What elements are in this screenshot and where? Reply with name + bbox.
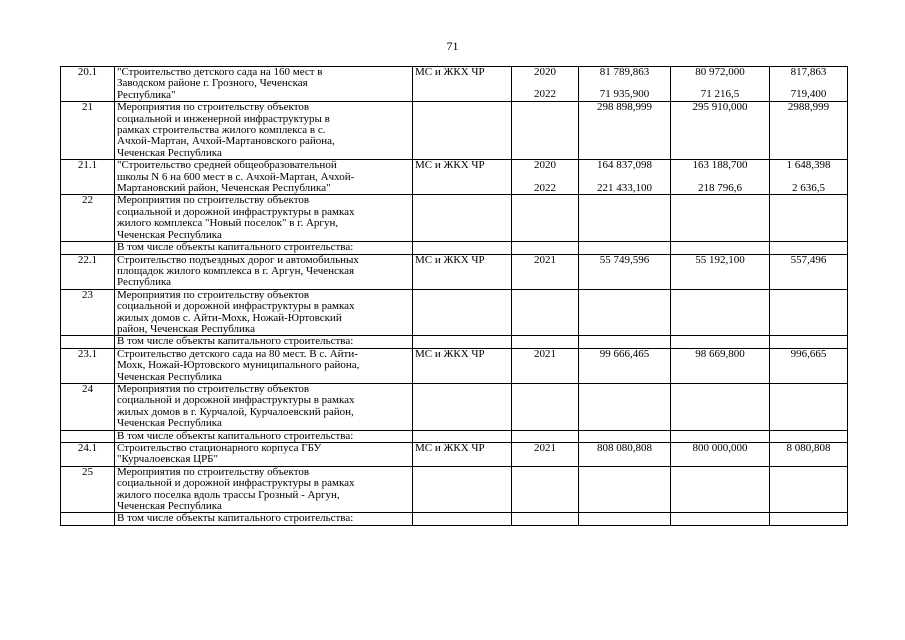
table-row [61, 430, 848, 442]
cell-text: 21.1 [77, 159, 98, 172]
row-name [115, 336, 413, 348]
cell-text: "Строительство средней общеобразовательной [117, 159, 337, 172]
row-year [512, 195, 579, 242]
table-row [61, 383, 848, 430]
row-value-total [579, 443, 671, 467]
row-executor [413, 443, 512, 467]
cell-text: МС и ЖКХ ЧР [415, 348, 485, 360]
cell-text: Республика" [117, 88, 176, 101]
cell-text: Мохк, Ножай-Юртовского муниципального района, [117, 359, 360, 372]
cell-text: 817,863 [790, 66, 827, 78]
cell-text: МС и ЖКХ ЧР [415, 66, 485, 78]
row-name [115, 466, 413, 513]
cell-text: Строительство стационарного корпуса ГБУ [117, 442, 322, 454]
table-row [61, 513, 848, 525]
row-year [512, 466, 579, 513]
row-value-total [579, 254, 671, 289]
cell-text: Строительство детского сада на 80 мест. В с. Айти- [117, 348, 358, 360]
cell-text: 2021 [534, 254, 556, 266]
cell-text: 23.1 [77, 348, 98, 360]
cell-text: В том числе объекты капитального строительства: [117, 241, 354, 254]
row-number [61, 348, 115, 383]
row-value-regional [770, 466, 848, 513]
row-value-federal [671, 102, 770, 160]
cell-text: 80 972,000 [695, 66, 745, 78]
row-value-total [579, 195, 671, 242]
cell-text: Мероприятия по строительству объектов [117, 383, 310, 395]
cell-text: "Курчалоевская ЦРБ" [117, 453, 218, 466]
cell-text: 98 669,800 [695, 348, 745, 360]
cell-text: Чеченская Республика [117, 146, 222, 159]
cell-text: 20.1 [77, 66, 98, 78]
row-executor [413, 289, 512, 336]
cell-text: 808 080,808 [597, 442, 652, 454]
cell-text: социальной и дорожной инфраструктуры в рамках [117, 477, 355, 490]
cell-text: "Строительство детского сада на 160 мест в [117, 66, 323, 78]
row-name [115, 430, 413, 442]
row-value-total [579, 289, 671, 336]
cell-text: Чеченская Республика [117, 228, 222, 241]
cell-text: 2022 [534, 181, 556, 194]
cell-text: социальной и инженерной инфраструктуры в [117, 112, 330, 125]
cell-text: жилого поселка вдоль трассы Грозный - Аргун, [117, 488, 340, 501]
cell-text: Мероприятия по строительству объектов [117, 466, 310, 478]
cell-text: МС и ЖКХ ЧР [415, 159, 485, 172]
page-number: 71 [446, 39, 459, 53]
row-number [61, 466, 115, 513]
row-number [61, 383, 115, 430]
row-year [512, 443, 579, 467]
cell-text: 99 666,465 [599, 348, 650, 360]
cell-text: социальной и дорожной инфраструктуры в рамках [117, 300, 355, 313]
row-executor [413, 348, 512, 383]
cell-text: Мартановский район, Чеченская Республика" [117, 182, 331, 195]
row-value-regional [770, 336, 848, 348]
row-year [512, 348, 579, 383]
cell-text: 24 [82, 383, 93, 395]
cell-text: Республика [117, 276, 172, 289]
row-year [512, 289, 579, 336]
row-year [512, 102, 579, 160]
cell-text: 24.1 [77, 442, 98, 454]
row-value-regional [770, 102, 848, 160]
cell-text: В том числе объекты капитального строительства: [117, 430, 354, 442]
row-value-regional [770, 195, 848, 242]
cell-text: 996,665 [790, 348, 827, 360]
cell-text: 719,400 [790, 88, 827, 101]
row-value-federal [671, 195, 770, 242]
row-number [61, 195, 115, 242]
table-row [61, 289, 848, 336]
row-value-federal [671, 336, 770, 348]
cell-text: 2020 [534, 159, 556, 172]
cell-text: социальной и дорожной инфраструктуры в рамках [117, 205, 355, 218]
row-name [115, 443, 413, 467]
cell-text: 71 216,5 [700, 88, 740, 101]
table-row [61, 466, 848, 513]
row-value-federal [671, 254, 770, 289]
row-value-total [579, 513, 671, 525]
row-value-total [579, 336, 671, 348]
row-name [115, 383, 413, 430]
row-number [61, 102, 115, 160]
cell-text: 295 910,000 [692, 101, 748, 114]
row-value-regional [770, 383, 848, 430]
row-name [115, 513, 413, 525]
row-value-total [579, 466, 671, 513]
cell-text: 1 648,398 [786, 159, 831, 172]
row-value-regional [770, 67, 848, 102]
cell-text: 557,496 [790, 254, 827, 266]
cell-text: жилого комплекса "Новый поселок" в г. Аргун, [117, 217, 339, 230]
row-executor [413, 160, 512, 195]
row-value-federal [671, 430, 770, 442]
row-value-federal [671, 383, 770, 430]
table-row [61, 160, 848, 195]
row-year [512, 160, 579, 195]
row-number [61, 430, 115, 442]
row-value-federal [671, 67, 770, 102]
row-executor [413, 513, 512, 525]
table-row [61, 67, 848, 102]
row-number [61, 67, 115, 102]
row-executor [413, 336, 512, 348]
cell-text: 163 188,700 [692, 159, 748, 172]
row-number [61, 160, 115, 195]
cell-text: 2022 [534, 88, 556, 101]
row-executor [413, 430, 512, 442]
cell-text: жилых домов в г. Курчалой, Курчалоевский район, [117, 405, 354, 418]
cell-text: школы N 6 на 600 мест в с. Ачхой-Мартан, Ачхой- [117, 170, 355, 183]
row-year [512, 67, 579, 102]
cell-text: Строительство подъездных дорог и автомобильных [117, 254, 359, 266]
row-value-regional [770, 254, 848, 289]
row-number [61, 443, 115, 467]
table-row [61, 254, 848, 289]
row-value-total [579, 348, 671, 383]
row-value-federal [671, 242, 770, 254]
cell-text: 25 [82, 466, 93, 478]
cell-text: 218 796,6 [698, 181, 742, 194]
row-executor [413, 254, 512, 289]
row-value-total [579, 242, 671, 254]
row-value-total [579, 102, 671, 160]
row-value-regional [770, 242, 848, 254]
cell-text: 164 837,098 [597, 159, 652, 172]
row-value-regional [770, 348, 848, 383]
cell-text: рамках строительства жилого комплекса в с. [117, 124, 326, 137]
row-executor [413, 466, 512, 513]
cell-text: Чеченская Республика [117, 370, 222, 383]
cell-text: площадок жилого комплекса в г. Аргун, Чеченская [117, 264, 355, 277]
cell-text: Чеченская Республика [117, 417, 222, 430]
cell-text: 21 [82, 101, 93, 114]
cell-text: 2021 [534, 348, 556, 360]
row-value-federal [671, 466, 770, 513]
cell-text: 22 [82, 194, 93, 207]
row-value-regional [770, 289, 848, 336]
cell-text: В том числе объекты капитального строительства: [117, 512, 354, 525]
row-number [61, 513, 115, 525]
cell-text: социальной и дорожной инфраструктуры в рамках [117, 394, 355, 407]
table-row [61, 102, 848, 160]
row-value-total [579, 67, 671, 102]
row-name [115, 160, 413, 195]
cell-text: Заводском районе г. Грозного, Чеченская [117, 77, 308, 90]
row-name [115, 348, 413, 383]
cell-text: 800 000,000 [692, 442, 748, 454]
cell-text: В том числе объекты капитального строительства: [117, 335, 354, 348]
cell-text: жилых домов с. Айти-Мохк, Ножай-Юртовский [117, 311, 342, 324]
row-name [115, 242, 413, 254]
row-value-regional [770, 160, 848, 195]
table-row [61, 348, 848, 383]
cell-text: 8 080,808 [786, 442, 831, 454]
row-name [115, 289, 413, 336]
cell-text: 298 898,999 [597, 101, 652, 114]
row-year [512, 383, 579, 430]
row-value-total [579, 430, 671, 442]
row-name [115, 67, 413, 102]
row-executor [413, 102, 512, 160]
program-table [60, 66, 848, 526]
row-year [512, 430, 579, 442]
cell-text: район, Чеченская Республика [117, 322, 255, 335]
row-number [61, 254, 115, 289]
cell-text: Мероприятия по строительству объектов [117, 101, 310, 114]
row-executor [413, 383, 512, 430]
cell-text: 81 789,863 [599, 66, 650, 78]
row-value-regional [770, 513, 848, 525]
row-number [61, 289, 115, 336]
row-executor [413, 67, 512, 102]
cell-text: 71 935,900 [599, 88, 650, 101]
cell-text: Ачхой-Мартан, Ачхой-Мартановского района, [117, 135, 335, 148]
cell-text: 2 636,5 [792, 181, 825, 194]
row-value-federal [671, 289, 770, 336]
row-value-regional [770, 443, 848, 467]
row-year [512, 242, 579, 254]
table-row [61, 443, 848, 467]
table-row [61, 195, 848, 242]
cell-text: МС и ЖКХ ЧР [415, 254, 485, 266]
row-name [115, 102, 413, 160]
row-value-regional [770, 430, 848, 442]
cell-text: 2021 [534, 442, 556, 454]
cell-text: 2988,999 [787, 101, 830, 114]
row-year [512, 336, 579, 348]
cell-text: МС и ЖКХ ЧР [415, 442, 485, 454]
row-year [512, 254, 579, 289]
row-executor [413, 242, 512, 254]
row-value-total [579, 160, 671, 195]
cell-text: 2020 [534, 66, 556, 78]
row-value-federal [671, 443, 770, 467]
row-name [115, 195, 413, 242]
cell-text: 23 [82, 289, 93, 301]
cell-text: 55 749,596 [599, 254, 650, 266]
row-value-federal [671, 160, 770, 195]
cell-text: 221 433,100 [597, 181, 652, 194]
row-number [61, 336, 115, 348]
row-value-federal [671, 348, 770, 383]
row-year [512, 513, 579, 525]
row-value-total [579, 383, 671, 430]
cell-text: Мероприятия по строительству объектов [117, 194, 310, 207]
row-name [115, 254, 413, 289]
table-row [61, 242, 848, 254]
cell-text: 55 192,100 [695, 254, 745, 266]
row-value-federal [671, 513, 770, 525]
cell-text: Чеченская Республика [117, 500, 222, 513]
row-executor [413, 195, 512, 242]
cell-text: 22.1 [77, 254, 98, 266]
cell-text: Мероприятия по строительству объектов [117, 289, 310, 301]
table-row [61, 336, 848, 348]
row-number [61, 242, 115, 254]
